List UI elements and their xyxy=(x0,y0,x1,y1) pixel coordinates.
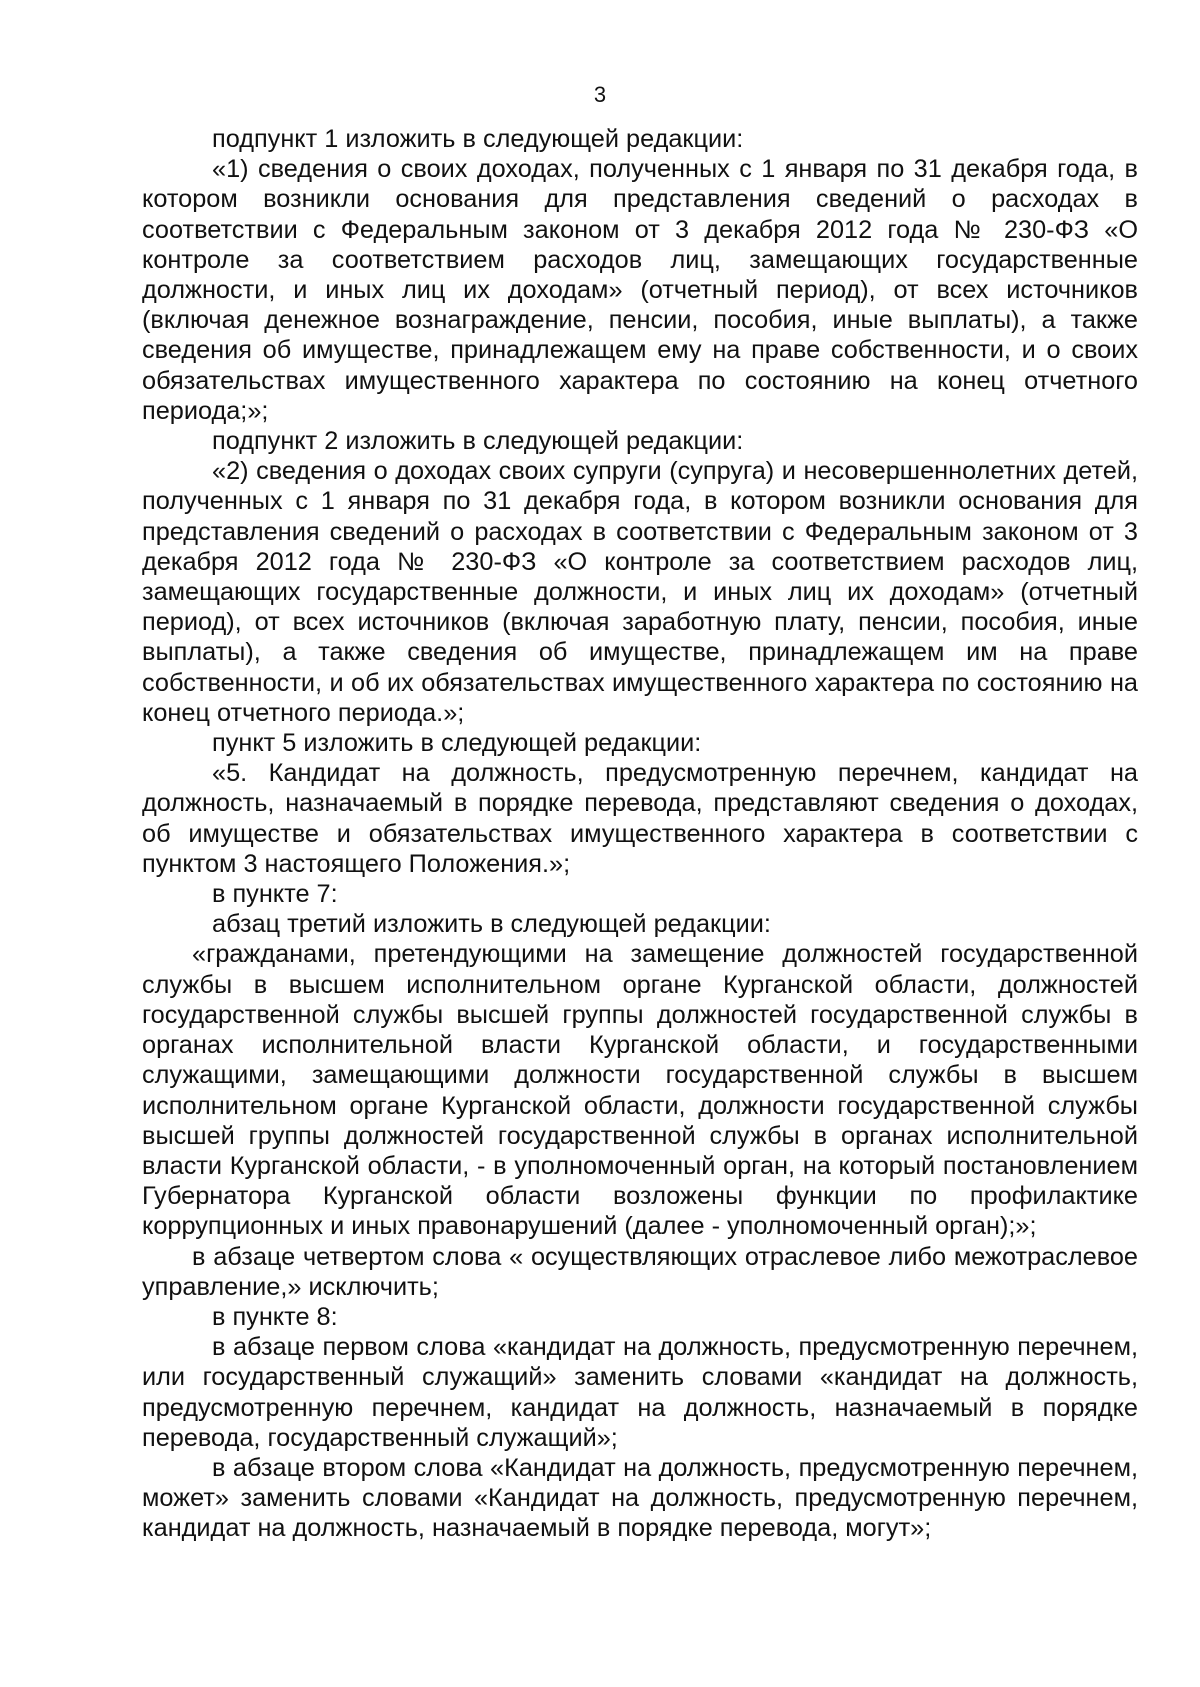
paragraph: в пункте 8: xyxy=(212,1302,338,1331)
document-body xyxy=(142,124,1138,1544)
page-number: 3 xyxy=(593,82,607,107)
paragraph: подпункт 2 изложить в следующей редакции: xyxy=(212,427,744,456)
paragraph: «гражданами, претендующими на замещение должностей государственной службы в высшем исполнительном органе Курганской области, должностей государственной службы высшей группы должностей государственной службы в органах исполнительной власти Курганской области, и государственными служащими, замещающими должности государственной службы в высшем исполнительном органе Курганской области, должности государственной службы высшей группы должностей государственной службы в органах исполнительной власти Курганской области, - в уполномоченный орган, на который постановлением Губернатора Курганской области возложены функции по профилактике коррупционных и иных правонарушений (далее - уполномоченный орган);»; xyxy=(142,940,1138,1241)
paragraph: абзац третий изложить в следующей редакции: xyxy=(212,910,771,939)
paragraph: в абзаце втором слова «Кандидат на должность, предусмотренную перечнем, может» заменить словами «Кандидат на должность, предусмотренную перечнем, кандидат на должность, назначаемый в порядке перевода, могут»; xyxy=(142,1453,1138,1543)
paragraph: пункт 5 изложить в следующей редакции: xyxy=(212,729,702,758)
paragraph: «2) сведения о доходах своих супруги (супруга) и несовершеннолетних детей, полученных с 1 января по 31 декабря года, в котором возникли основания для представления сведений о расходах в соответствии с Федеральным законом от 3 декабря 2012 года № 230-ФЗ «О контроле за соответствием расходов лиц, замещающих государственные должности, и иных лиц их доходам» (отчетный период), от всех источников (включая заработную плату, пенсии, пособия, иные выплаты), а также сведения об имуществе, принадлежащем им на праве собственности, и об их обязательствах имущественного характера по состоянию на конец отчетного периода.»; xyxy=(142,457,1138,727)
paragraph: в абзаце первом слова «кандидат на должность, предусмотренную перечнем, или государственный служащий» заменить словами «кандидат на должность, предусмотренную перечнем, кандидат на должность, назначаемый в порядке перевода, государственный служащий»; xyxy=(142,1333,1138,1452)
paragraph: в абзаце четвертом слова « осуществляющих отраслевое либо межотраслевое управление,» исключить; xyxy=(142,1242,1138,1301)
paragraph: в пункте 7: xyxy=(212,880,338,909)
paragraph: «1) сведения о своих доходах, полученных с 1 января по 31 декабря года, в котором возникли основания для представления сведений о расходах в соответствии с Федеральным законом от 3 декабря 2012 года № 230-ФЗ «О контроле за соответствием расходов лиц, замещающих государственные должности, и иных лиц их доходам» (отчетный период), от всех источников (включая денежное вознаграждение, пенсии, пособия, иные выплаты), а также сведения об имуществе, принадлежащем ему на праве собственности, и о своих обязательствах имущественного характера по состоянию на конец отчетного периода;»; xyxy=(142,155,1138,425)
paragraph: «5. Кандидат на должность, предусмотренную перечнем, кандидат на должность, назначаемый в порядке перевода, представляют сведения о доходах, об имуществе и обязательствах имущественного характера в соответствии с пунктом 3 настоящего Положения.»; xyxy=(142,759,1138,878)
paragraph: подпункт 1 изложить в следующей редакции: xyxy=(212,125,744,153)
